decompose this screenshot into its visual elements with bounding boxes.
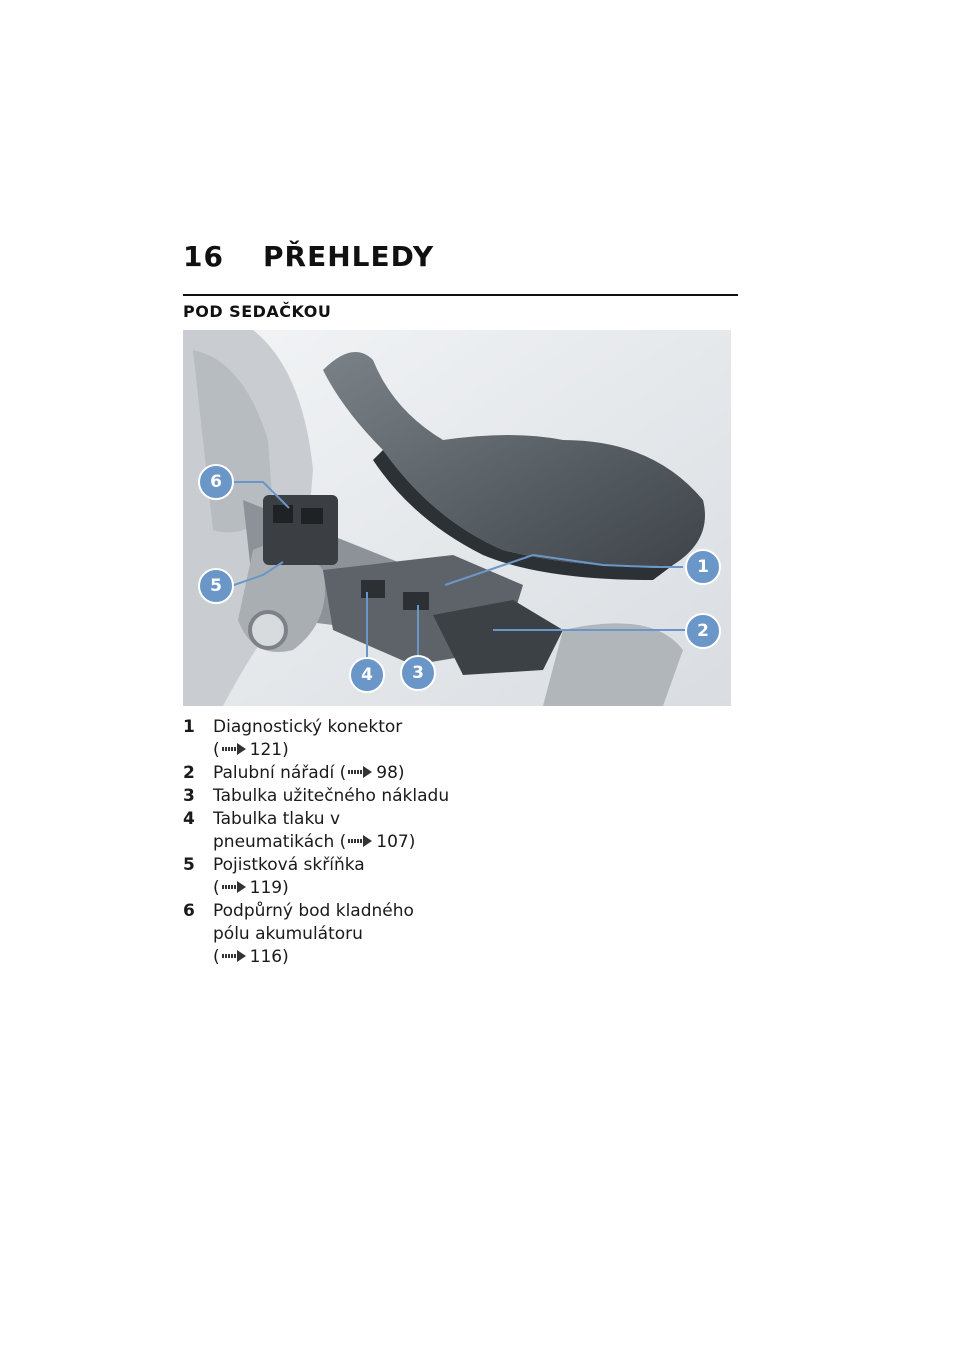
page-reference[interactable] [334, 832, 415, 852]
callout-label: 2 [697, 621, 709, 641]
callout-3 [401, 656, 435, 690]
page-header [183, 240, 738, 273]
reference-page: 119) [249, 878, 289, 898]
legend-item [183, 716, 453, 762]
page-number: 16 [183, 240, 224, 273]
callout-label: 6 [210, 472, 222, 492]
callout-label: 3 [412, 663, 424, 683]
reference-open: ( [213, 947, 220, 967]
legend-number: 6 [183, 901, 195, 921]
callout-label: 5 [210, 576, 222, 596]
reference-page: 98) [376, 763, 405, 783]
legend-item [183, 785, 453, 808]
legend-number: 2 [183, 763, 195, 783]
rear-fender-shape [543, 623, 683, 706]
legend-number: 1 [183, 717, 195, 737]
section-title: POD SEDAČKOU [183, 302, 332, 321]
chapter-title: PŘEHLEDY [263, 240, 435, 273]
page-reference-arrow-icon [222, 950, 246, 962]
label-plate-shape [403, 592, 429, 610]
page-reference-arrow-icon [348, 835, 372, 847]
legend-body [213, 762, 453, 785]
figure-legend [183, 716, 453, 969]
reference-open: ( [213, 878, 220, 898]
header-rule [183, 294, 738, 296]
legend-text: Tabulka tlaku v pneumatikách [213, 809, 341, 852]
callout-5 [199, 569, 233, 603]
legend-number: 5 [183, 855, 195, 875]
reference-page: 121) [249, 740, 289, 760]
page-reference-arrow-icon [222, 881, 246, 893]
page-reference[interactable] [213, 740, 289, 760]
legend-number: 3 [183, 786, 195, 806]
legend-text: Diagnostický konektor [213, 717, 403, 737]
page-reference[interactable] [213, 947, 289, 967]
callout-6 [199, 465, 233, 499]
legend-text: Palubní nářadí [213, 763, 335, 783]
page-reference[interactable] [213, 878, 289, 898]
label-plate-shape [361, 580, 385, 598]
callout-2 [686, 614, 720, 648]
reference-open: ( [334, 763, 347, 783]
legend-body [213, 716, 453, 762]
legend-number: 4 [183, 809, 195, 829]
reference-page: 116) [249, 947, 289, 967]
fuse-shape [273, 505, 293, 523]
page-reference[interactable] [334, 763, 404, 783]
callout-4 [350, 658, 384, 692]
legend-item [183, 900, 453, 969]
reference-open: ( [334, 832, 347, 852]
legend-item [183, 854, 453, 900]
legend-body [213, 900, 453, 969]
legend-text: Tabulka užitečného nákladu [213, 786, 450, 806]
legend-item [183, 808, 453, 854]
reference-open: ( [213, 740, 220, 760]
page-reference-arrow-icon [348, 766, 372, 778]
under-seat-illustration [183, 330, 731, 706]
legend-text: Podpůrný bod kladného pólu akumulátoru [213, 901, 414, 944]
frame-bolt-shape [250, 612, 286, 648]
legend-text: Pojistková skříňka [213, 855, 365, 875]
page-reference-arrow-icon [222, 743, 246, 755]
fuse-shape [301, 508, 323, 524]
callout-1 [686, 550, 720, 584]
motorcycle-under-seat-figure [183, 330, 731, 706]
callout-label: 4 [361, 665, 373, 685]
legend-item [183, 762, 453, 785]
reference-page: 107) [376, 832, 416, 852]
callout-label: 1 [697, 557, 709, 577]
legend-body [213, 808, 453, 854]
legend-body [213, 854, 453, 900]
